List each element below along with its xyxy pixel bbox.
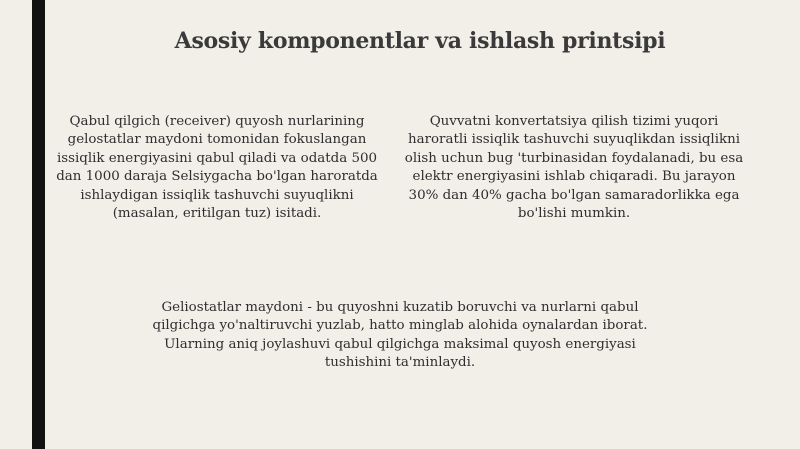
left-accent-bar — [32, 0, 45, 449]
receiver-paragraph: Qabul qilgich (receiver) quyosh nurlarining gelostatlar maydoni tomonidan fokuslangan issiqlik energiyasini qabul qiladi va odatda 500 dan 1000 daraja Selsiygacha bo'lgan haroratda ishlaydigan issiqlik tashuvchi suyuqlikni (masalan, eritilgan tuz) isitadi. — [56, 114, 378, 222]
power-conversion-paragraph: Quvvatni konvertatsiya qilish tizimi yuqori haroratli issiqlik tashuvchi suyuqlikdan issiqlikni olish uchun bug 'turbinasidan foydalanadi, bu esa elektr energiyasini ishlab chiqaradi. Bu jarayon 30% dan 40% gacha bo'lgan samaradorlikka ega bo'lishi mumkin. — [404, 114, 744, 222]
heliostat-field-paragraph: Geliostatlar maydoni - bu quyoshni kuzatib boruvchi va nurlarni qabul qilgichga yo'naltiruvchi yuzlab, hatto minglab alohida oynalardan iborat. Ularning aniq joylashuvi qabul qilgichga maksimal quyosh energiyasi tushishini ta'minlaydi. — [152, 300, 648, 371]
slide-title: Asosiy komponentlar va ishlash printsipi — [174, 28, 666, 54]
